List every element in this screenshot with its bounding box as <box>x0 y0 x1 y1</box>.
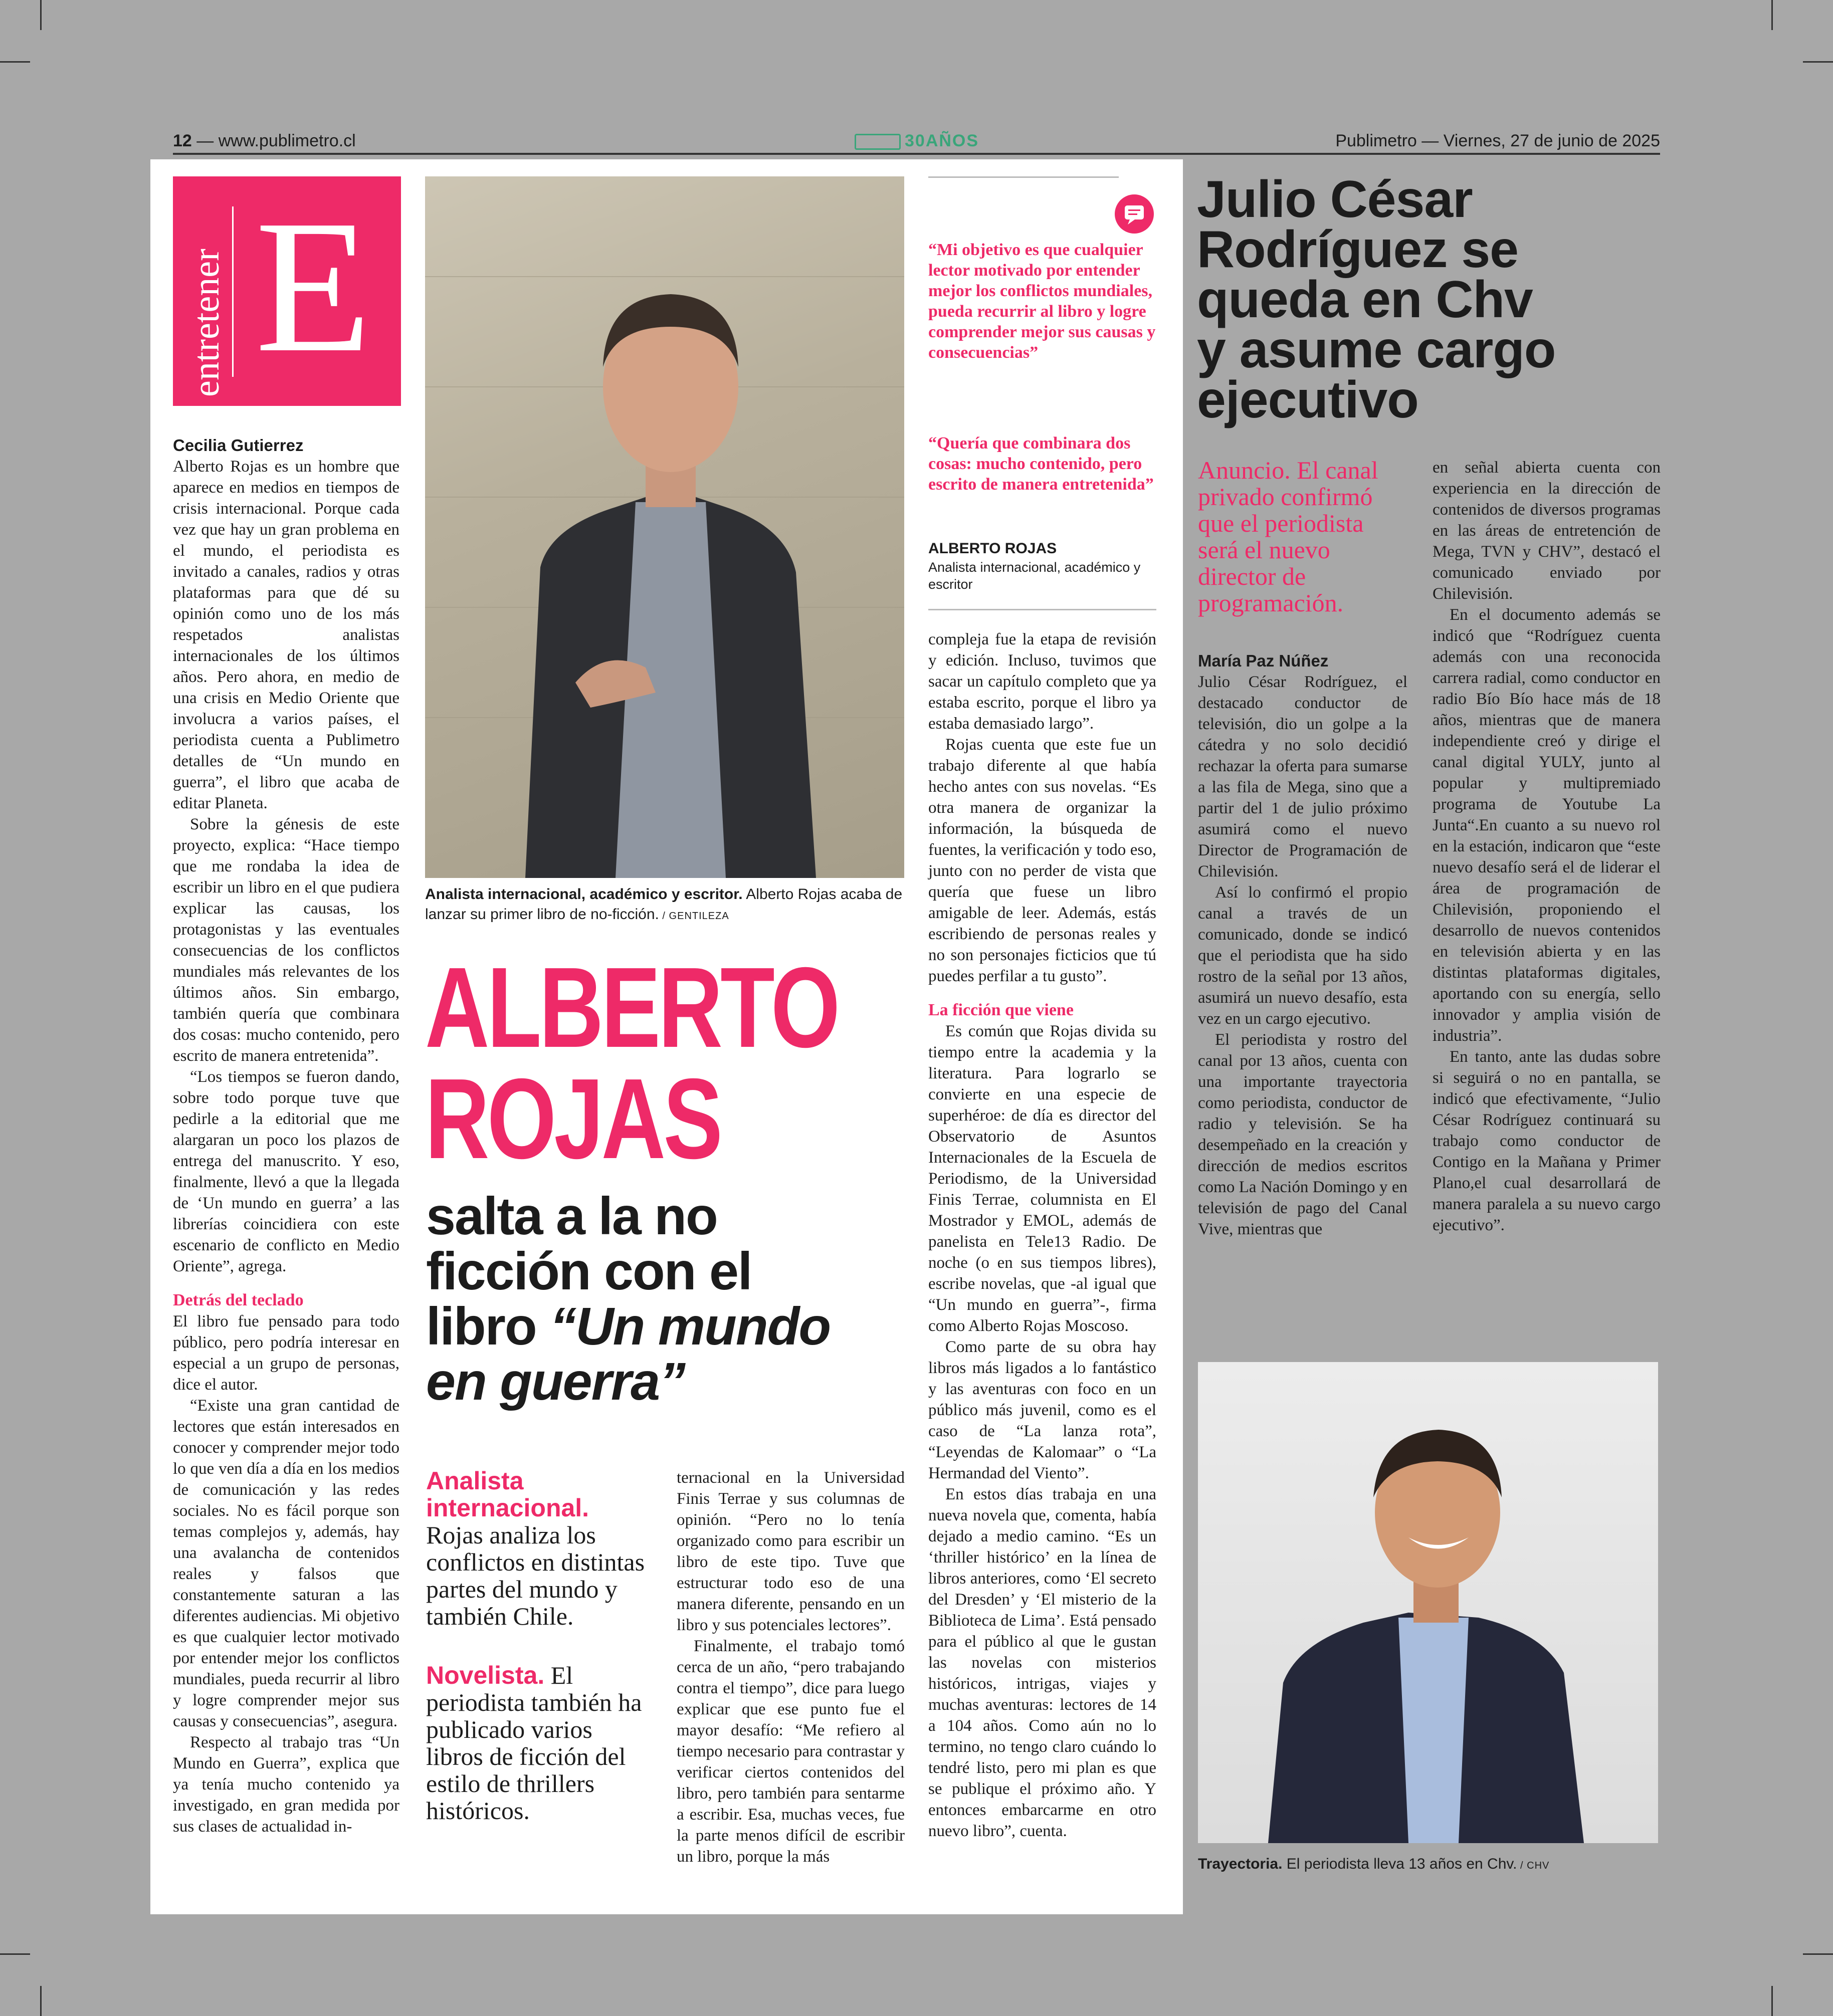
summary-label: Analista internacional. <box>426 1467 589 1522</box>
byline: María Paz Núñez <box>1198 651 1329 670</box>
man-portrait-illustration <box>1198 1362 1658 1843</box>
subheading: La ficción que viene <box>928 1001 1074 1019</box>
summary-text: Rojas analiza los conflictos en distintas partes del mundo y también Chile. <box>426 1521 645 1630</box>
section-divider <box>232 206 234 377</box>
speech-bubble-icon <box>1115 194 1154 234</box>
article-column-2 <box>677 1467 905 1867</box>
caption-text: El periodista lleva 13 años en Chv. <box>1282 1856 1517 1872</box>
section-logo <box>173 176 401 406</box>
crop-mark <box>1803 1953 1833 1955</box>
crop-mark <box>1803 61 1833 63</box>
photo-credit: / CHV <box>1517 1860 1550 1871</box>
article-column-3 <box>928 629 1156 1842</box>
paragraph: Respecto al trabajo tras “Un Mundo en Guerra”, explica que ya tenía mucho contenido ya investigado, en gran medida por sus clases de actualidad in- <box>173 1733 399 1836</box>
quote-box-bottom-rule <box>928 609 1156 610</box>
subheadline <box>426 1189 830 1409</box>
section-letter: E <box>255 181 372 392</box>
summary-1 <box>426 1467 647 1630</box>
paragraph: Rojas cuenta que este fue un trabajo diferente al que había hecho antes con sus novelas. “Es otra manera de organizar la información, la búsqueda de fuentes, la verificación y todo eso, junto con no perder de vista que quería que fuese un libro amigable de leer. Además, estás escribiendo de personas reales y no son personajes ficticios que tú puedes perfilar a tu gusto”. <box>928 736 1156 985</box>
headline <box>425 944 838 1183</box>
crop-mark <box>0 1953 30 1955</box>
paragraph: “Existe una gran cantidad de lectores que están interesados en conocer y comprender mejor todo lo que ven día a día en los medios de comunicación y las redes sociales. No es fácil porque son temas complejos y, además, hay una avalancha de contenidos reales y falsos que constantemente saturan a las diferentes audiencias. Mi objetivo es que cualquier lector motivado por entender mejor los conflictos mundiales, pueda recurrir al libro y logre comprender mejor sus causas y consecuencias”, asegura. <box>173 1397 399 1730</box>
side-column-2 <box>1433 457 1661 1236</box>
paragraph: En estos días trabaja en una nueva novela que, comenta, había dejado a medio camino. “Es un ‘thriller histórico’ en la línea de libros anteriores, como ‘El secreto del Dresden’ y ‘El misterio de la Biblioteca de Lima’. Está pensado para el público al que le gustan las novelas con misterios históricos, intrigas, viajes y muchas aventuras: lectores de 14 a 104 años. Como aún no lo termino, no tengo claro cuándo lo tendré listo, pero mi plan es que se publique el próximo año. Y entonces embarcarme en otro nuevo libro”, cuenta. <box>928 1485 1156 1840</box>
paragraph: compleja fue la etapa de revisión y edición. Incluso, tuvimos que sacar un capítulo completo que ya estaba escrito, porque el libro ya estaba demasiado largo”. <box>928 630 1156 733</box>
subheadline-text: libro <box>426 1297 550 1356</box>
paragraph: en señal abierta cuenta con experiencia en la dirección de contenidos de diversos programas en las áreas de entretención de Mega, TVN y CHV”, destacó el comunicado enviado por Chilevisión. <box>1433 459 1661 603</box>
header-rule <box>173 153 1660 155</box>
book-title: “Un mundo <box>550 1297 831 1356</box>
paragraph: Como parte de su obra hay libros más ligados a lo fantástico y las aventuras con foco en un público más juvenil, como es el caso de “La lanza rota”, “Leyendas de Kalomaar” o “La Hermandad del Viento”. <box>928 1338 1156 1482</box>
quote-box-top-rule <box>928 176 1119 178</box>
book-title: en guerra” <box>426 1352 685 1411</box>
paragraph: El periodista y rostro del canal por 13 años, cuenta con una importante trayectoria como periodista, conductor de radio y televisión. Se ha desempeñado en la creación y dirección de medios escritos como La Nación Domingo y en televisión de pago del Canal Vive, mientras que <box>1198 1031 1407 1238</box>
speech-bubble-glyph <box>1115 194 1154 234</box>
crop-mark <box>1771 0 1773 30</box>
side-headline-line: ejecutivo <box>1197 371 1418 429</box>
subheadline-line <box>426 1354 830 1409</box>
summary-text: El periodista también ha publicado varios libros de ficción del estilo de thrillers históricos. <box>426 1661 642 1825</box>
pull-quote-1: “Mi objetivo es que cualquier lector motivado por entender mejor los conflictos mundiales, pueda recurrir al libro y logre comprender mejor sus causas y consecuencias” <box>928 241 1156 362</box>
side-headline-line: Rodríguez se <box>1197 220 1518 279</box>
side-lede: Anuncio. El canal privado confirmó que el periodista será el nuevo director de programación. <box>1198 456 1378 617</box>
crop-mark <box>1771 1986 1773 2016</box>
paragraph: En tanto, ante las dudas sobre si seguirá o no en pantalla, se indicó que efectivamente, “Julio César Rodríguez continuará su trabajo como conductor de Contigo en la Mañana y Primer Plano,el cual desarrollará de manera paralela a su nuevo cargo ejecutivo”. <box>1433 1048 1661 1234</box>
summary-label: Novelista. <box>426 1661 545 1689</box>
subheadline-line: ficción con el <box>426 1242 752 1301</box>
anniversary-text: 30AÑOS <box>905 131 979 150</box>
page-number: 12 <box>173 131 192 150</box>
paragraph: “Los tiempos se fueron dando, sobre todo porque tuve que pedirle a la editorial que me alargaran un poco los plazos de entrega del manuscrito. Y eso, finalmente, llevó a que la llegada de ‘Un mundo en guerra’ a las librerías coincidiera con este escenario de conflicto en Medio Oriente”, agrega. <box>173 1068 399 1275</box>
quote-attribution <box>928 539 1156 593</box>
byline: Cecilia Gutierrez <box>173 436 304 455</box>
side-headline-line: Julio César <box>1197 170 1473 229</box>
headline-line: ALBERTO <box>425 944 838 1071</box>
paragraph: Así lo confirmó el propio canal a través de un comunicado, donde se indicó que el periodista que ha sido rostro de la señal por 13 años, asumirá un nuevo desafío, esta vez en un cargo ejecutivo. <box>1198 883 1407 1028</box>
article-column-1 <box>173 435 399 1837</box>
crop-mark <box>0 61 30 63</box>
side-photo-caption <box>1198 1854 1659 1876</box>
paragraph: Alberto Rojas es un hombre que aparece en medios en tiempos de crisis internacional. Porque cada vez que hay un gran problema en el mundo, el periodista es invitado a canales, radios y otras plataformas para que dé su opinión como uno de los más respetados analistas internacionales de los últimos años. Pero ahora, en medio de una crisis en Medio Oriente que involucra a varios países, el periodista cuenta a Publimetro detalles de “Un mundo en guerra”, el libro que acaba de editar Planeta. <box>173 458 399 812</box>
caption-bold: Trayectoria. <box>1198 1856 1283 1872</box>
quote-role: Analista internacional, académico y escritor <box>928 560 1141 592</box>
page-folio <box>173 131 356 151</box>
subheading: Detrás del teclado <box>173 1291 304 1309</box>
paragraph: Es común que Rojas divida su tiempo entre la academia y la literatura. Para lograrlo se convierte en una especie de superhéroe: de día es director del Observatorio de Asuntos Internacionales de la Escuela de Periodismo, de la Universidad Finis Terrae, columnista en El Mostrador y EMOL, además de panelista en Tele13 Radio. De noche (o en sus tiempos libres), escribe novelas, que -al igual que “Un mundo en guerra”-, firma como Alberto Rojas Moscoso. <box>928 1022 1156 1335</box>
devices-icon <box>855 134 901 150</box>
caption-bold: Analista internacional, académico y escritor. <box>425 886 743 903</box>
man-portrait-illustration <box>425 176 904 878</box>
subheadline-line <box>426 1299 830 1354</box>
julio-cesar-rodriguez-photo <box>1198 1362 1658 1843</box>
paragraph: ternacional en la Universidad Finis Terrae y sus columnas de opinión. “Pero no lo tenía organizado como para escribir un libro de este tipo. Tuve que estructurar todo eso de una manera diferente, pensando en un libro y sus potenciales lectores”. <box>677 1469 905 1634</box>
crop-mark <box>40 0 42 30</box>
site-url: — www.publimetro.cl <box>191 131 356 150</box>
headline-line: ROJAS <box>425 1055 721 1183</box>
subheadline-line: salta a la no <box>426 1187 717 1246</box>
side-column-1 <box>1198 650 1407 1240</box>
caption-text: Alberto Rojas acaba de lanzar su primer libro de no-ficción. <box>425 886 903 923</box>
anniversary-logo <box>855 131 979 151</box>
pull-quote-2: “Quería que combinara dos cosas: mucho contenido, pero escrito de manera entretenida” <box>928 434 1154 494</box>
section-label: entretener <box>186 249 227 397</box>
paragraph: El libro fue pensado para todo público, pero podría interesar en especial a un grupo de personas, dice el autor. <box>173 1312 399 1394</box>
paragraph: En el documento además se indicó que “Rodríguez cuenta además con una reconocida carrera radial, como conductor en radio Bío Bío hace más de 18 años, mientras que de manera independiente creó y dirige el canal digital YULY, junto al popular y multipremiado programa de Youtube La Junta“.En cuanto a su nuevo rol en la estación, indicaron que “este nuevo desafío será el de liderar el área de programación de Chilevisión, proponiendo el desarrollo de nuevos contenidos en televisión abierta y en las distintas plataformas digitales, aportando con su energía, sello innovador y amplia visión de industria”. <box>1433 606 1661 1045</box>
quote-name: ALBERTO ROJAS <box>928 540 1057 557</box>
side-headline <box>1197 170 1556 429</box>
paragraph: Julio César Rodríguez, el destacado conductor de televisión, dio un golpe a la cátedra y no solo decidió rechazar la oferta para sumarse a las fila de Mega, sino que a partir del 1 de julio próximo asumirá como el nuevo Director de Programación de Chilevisión. <box>1198 673 1407 880</box>
side-headline-line: queda en Chv <box>1197 271 1533 329</box>
alberto-rojas-photo <box>425 176 904 878</box>
side-headline-line: y asume cargo <box>1197 321 1556 379</box>
paragraph: Finalmente, el trabajo tomó cerca de un año, “pero trabajando contra el tiempo”, dice para luego explicar que ese punto fue el mayor desafío: “Me refiero al tiempo necesario para contrastar y verificar ciertos contenidos del libro, pero también para sentarme a escribir. Esa, muchas veces, fue la parte menos difícil de escribir un libro, porque la más <box>677 1637 905 1866</box>
summary-2 <box>426 1662 647 1824</box>
photo-credit: / GENTILEZA <box>659 911 729 922</box>
photo-caption <box>425 884 906 926</box>
publication-date: Publimetro — Viernes, 27 de junio de 2025 <box>1335 131 1660 150</box>
crop-mark <box>40 1986 42 2016</box>
paragraph: Sobre la génesis de este proyecto, explica: “Hace tiempo que me rondaba la idea de escribir un libro en el que pudiera explicar las causas, los protagonistas y las eventuales consecuencias de los conflictos mundiales más relevantes de los últimos años. Sin embargo, también quería que combinara dos cosas: mucho contenido, pero escrito de manera entretenida”. <box>173 815 399 1065</box>
